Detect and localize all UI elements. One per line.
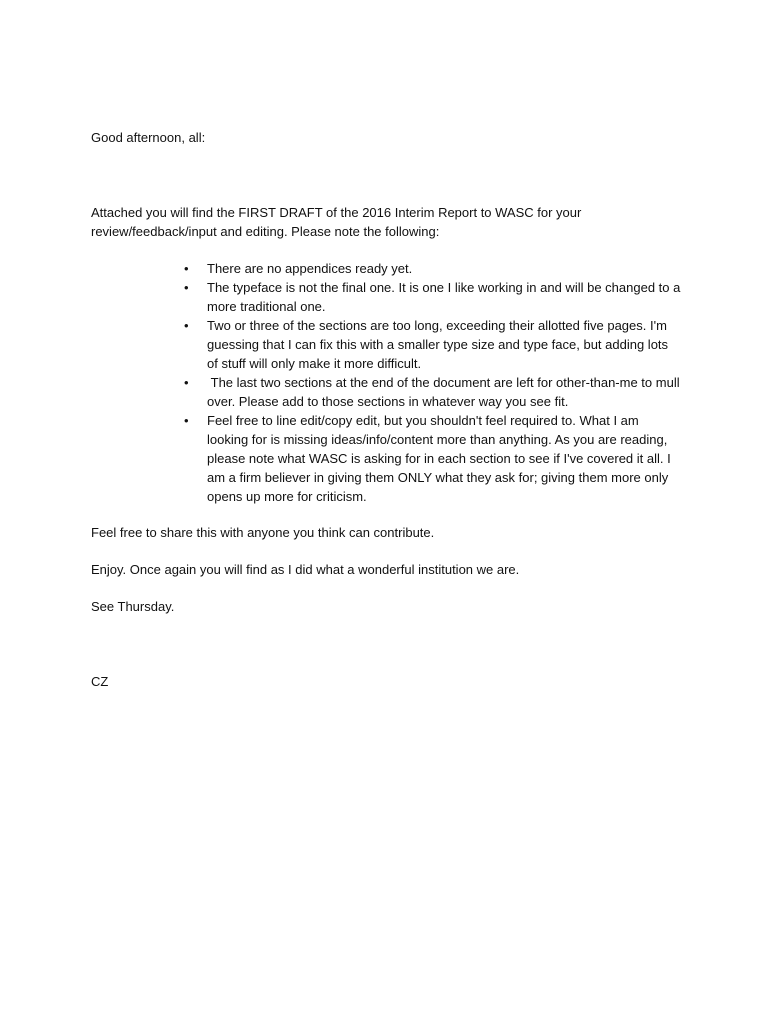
list-item: [182, 259, 682, 278]
list-item-text: The last two sections at the end of the document are left for other-than-me to mull over. Please add to those sections in whatever way you see fit.: [207, 375, 684, 409]
bullet-icon: •: [184, 413, 189, 428]
share-line: Feel free to share this with anyone you think can contribute.: [91, 525, 435, 540]
notes-bullet-list: [182, 259, 682, 506]
intro-line-2: review/feedback/input and editing. Please note the following:: [91, 224, 440, 239]
bullet-icon: •: [184, 375, 189, 390]
enjoy-line: Enjoy. Once again you will find as I did what a wonderful institution we are.: [91, 562, 520, 577]
bullet-icon: •: [184, 318, 189, 333]
list-item-text: The typeface is not the final one. It is one I like working in and will be changed to a more traditional one.: [207, 280, 681, 314]
greeting-line: Good afternoon, all:: [91, 130, 206, 145]
list-item-text: There are no appendices ready yet.: [207, 261, 413, 276]
list-item-text: Two or three of the sections are too long, exceeding their allotted five pages. I'm guessing that I can fix this with a smaller type size and type face, but adding lots of stuff will only make it more difficult.: [207, 318, 669, 371]
list-item: [182, 411, 682, 506]
see-thursday-line: See Thursday.: [91, 599, 175, 614]
list-item-text: Feel free to line edit/copy edit, but you shouldn't feel required to. What I am looking for is missing ideas/info/content more than anything. As you are reading, please note what WASC is asking for in each section to see if I've covered it all. I am a firm believer in giving them ONLY what they ask for; giving them more only opens up more for criticism.: [207, 413, 671, 504]
list-item: [182, 316, 682, 373]
bullet-icon: •: [184, 280, 189, 295]
bullet-icon: •: [184, 261, 189, 276]
list-item: [182, 373, 682, 411]
intro-line-1: Attached you will find the FIRST DRAFT of the 2016 Interim Report to WASC for your: [91, 205, 582, 220]
list-item: [182, 278, 682, 316]
signature: CZ: [91, 674, 109, 689]
intro-paragraph: [91, 203, 631, 241]
